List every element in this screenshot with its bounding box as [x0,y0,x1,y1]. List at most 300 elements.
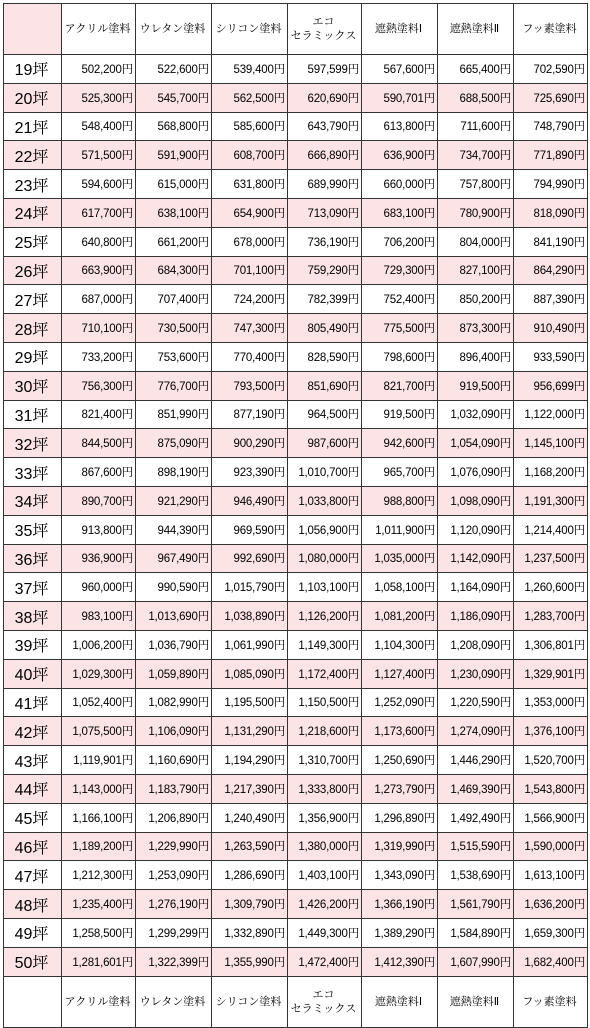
table-row [4,227,588,256]
price-cell: 1,389,290円 [362,918,438,947]
price-cell: 964,500円 [288,400,362,429]
price-cell: 702,590円 [514,55,588,84]
price-cell: 1,332,890円 [212,918,288,947]
price-cell: 1,011,900円 [362,515,438,544]
size-cell: 39坪 [4,630,62,659]
price-cell: 1,168,200円 [514,458,588,487]
price-cell: 1,220,590円 [438,688,514,717]
size-cell: 48坪 [4,890,62,919]
footer-corner-cell [4,976,62,1027]
price-cell: 1,235,400円 [62,890,136,919]
table-row [4,55,588,84]
price-cell: 571,500円 [62,141,136,170]
table-row [4,285,588,314]
table-row [4,573,588,602]
price-cell: 1,273,790円 [362,774,438,803]
header-column-4: エコ セラミックス [288,4,362,55]
price-cell: 828,590円 [288,342,362,371]
table-footer-row [4,976,588,1027]
price-cell: 1,412,390円 [362,947,438,976]
price-cell: 1,260,600円 [514,573,588,602]
price-cell: 1,206,890円 [136,803,212,832]
price-cell: 1,013,690円 [136,602,212,631]
size-cell: 33坪 [4,458,62,487]
table-header-row [4,4,588,55]
price-cell: 844,500円 [62,429,136,458]
price-cell: 502,200円 [62,55,136,84]
table-row [4,832,588,861]
price-cell: 818,090円 [514,198,588,227]
price-cell: 877,190円 [212,400,288,429]
price-cell: 1,160,690円 [136,746,212,775]
size-cell: 29坪 [4,342,62,371]
price-cell: 1,296,890円 [362,803,438,832]
price-cell: 733,200円 [62,342,136,371]
price-cell: 1,015,790円 [212,573,288,602]
price-cell: 1,607,990円 [438,947,514,976]
price-cell: 1,329,901円 [514,659,588,688]
price-cell: 960,000円 [62,573,136,602]
price-cell: 919,500円 [362,400,438,429]
price-cell: 1,353,000円 [514,688,588,717]
price-cell: 759,290円 [288,256,362,285]
size-cell: 21坪 [4,112,62,141]
price-cell: 1,515,590円 [438,832,514,861]
price-cell: 1,150,500円 [288,688,362,717]
price-cell: 1,033,800円 [288,486,362,515]
price-cell: 775,500円 [362,314,438,343]
price-cell: 707,400円 [136,285,212,314]
price-cell: 665,400円 [438,55,514,84]
price-cell: 1,472,400円 [288,947,362,976]
price-cell: 1,166,100円 [62,803,136,832]
size-cell: 38坪 [4,602,62,631]
price-cell: 1,659,300円 [514,918,588,947]
price-cell: 1,106,090円 [136,717,212,746]
price-cell: 706,200円 [362,227,438,256]
price-cell: 1,492,490円 [438,803,514,832]
price-cell: 1,449,300円 [288,918,362,947]
price-cell: 1,469,390円 [438,774,514,803]
table-row [4,602,588,631]
price-cell: 1,076,090円 [438,458,514,487]
price-cell: 1,085,090円 [212,659,288,688]
price-cell: 756,300円 [62,371,136,400]
price-cell: 1,127,400円 [362,659,438,688]
table-row [4,861,588,890]
table-row [4,717,588,746]
price-cell: 1,081,200円 [362,602,438,631]
price-cell: 1,142,090円 [438,544,514,573]
price-cell: 729,300円 [362,256,438,285]
price-cell: 1,183,790円 [136,774,212,803]
price-cell: 753,600円 [136,342,212,371]
price-cell: 890,700円 [62,486,136,515]
size-cell: 42坪 [4,717,62,746]
price-cell: 1,006,200円 [62,630,136,659]
size-cell: 23坪 [4,170,62,199]
table-row [4,688,588,717]
header-column-5: 遮熱塗料Ⅰ [362,4,438,55]
price-cell: 631,800円 [212,170,288,199]
price-cell: 1,403,100円 [288,861,362,890]
price-cell: 608,700円 [212,141,288,170]
price-cell: 1,355,990円 [212,947,288,976]
size-cell: 49坪 [4,918,62,947]
price-cell: 821,400円 [62,400,136,429]
price-cell: 724,200円 [212,285,288,314]
price-cell: 638,100円 [136,198,212,227]
price-cell: 921,290円 [136,486,212,515]
price-cell: 590,701円 [362,83,438,112]
price-cell: 591,900円 [136,141,212,170]
price-cell: 1,566,900円 [514,803,588,832]
price-cell: 969,590円 [212,515,288,544]
price-cell: 1,590,000円 [514,832,588,861]
price-cell: 936,900円 [62,544,136,573]
size-cell: 20坪 [4,83,62,112]
price-cell: 1,283,700円 [514,602,588,631]
price-cell: 748,790円 [514,112,588,141]
price-cell: 898,190円 [136,458,212,487]
price-cell: 562,500円 [212,83,288,112]
price-cell: 1,119,901円 [62,746,136,775]
price-cell: 713,090円 [288,198,362,227]
price-cell: 1,075,500円 [62,717,136,746]
price-cell: 956,699円 [514,371,588,400]
price-cell: 794,990円 [514,170,588,199]
table-row [4,544,588,573]
price-cell: 1,319,990円 [362,832,438,861]
price-cell: 725,690円 [514,83,588,112]
price-cell: 1,561,790円 [438,890,514,919]
price-cell: 1,543,800円 [514,774,588,803]
size-cell: 50坪 [4,947,62,976]
price-cell: 1,310,700円 [288,746,362,775]
price-cell: 1,186,090円 [438,602,514,631]
price-cell: 992,690円 [212,544,288,573]
header-column-3: シリコン塗料 [212,4,288,55]
price-cell: 545,700円 [136,83,212,112]
price-cell: 752,400円 [362,285,438,314]
price-cell: 684,300円 [136,256,212,285]
price-cell: 776,700円 [136,371,212,400]
price-cell: 946,490円 [212,486,288,515]
price-cell: 1,446,290円 [438,746,514,775]
header-column-1: アクリル塗料 [62,4,136,55]
price-cell: 688,500円 [438,83,514,112]
price-cell: 1,191,300円 [514,486,588,515]
price-cell: 1,252,090円 [362,688,438,717]
price-cell: 1,426,200円 [288,890,362,919]
price-cell: 615,000円 [136,170,212,199]
price-cell: 757,800円 [438,170,514,199]
price-cell: 539,400円 [212,55,288,84]
price-cell: 990,590円 [136,573,212,602]
price-cell: 867,600円 [62,458,136,487]
price-cell: 1,212,300円 [62,861,136,890]
size-cell: 24坪 [4,198,62,227]
table-row [4,429,588,458]
table-row [4,918,588,947]
table-body [4,55,588,977]
price-cell: 804,000円 [438,227,514,256]
size-cell: 36坪 [4,544,62,573]
price-cell: 1,143,000円 [62,774,136,803]
size-cell: 25坪 [4,227,62,256]
price-cell: 1,253,090円 [136,861,212,890]
price-cell: 1,218,600円 [288,717,362,746]
price-cell: 1,538,690円 [438,861,514,890]
price-cell: 1,032,090円 [438,400,514,429]
price-cell: 1,029,300円 [62,659,136,688]
price-cell: 1,306,801円 [514,630,588,659]
header-column-7: フッ素塗料 [514,4,588,55]
price-cell: 711,600円 [438,112,514,141]
table-row [4,774,588,803]
price-cell: 567,600円 [362,55,438,84]
table-row [4,314,588,343]
corner-cell [4,4,62,55]
price-cell: 660,000円 [362,170,438,199]
price-cell: 1,217,390円 [212,774,288,803]
price-cell: 1,126,200円 [288,602,362,631]
price-cell: 683,100円 [362,198,438,227]
price-cell: 771,890円 [514,141,588,170]
price-cell: 983,100円 [62,602,136,631]
price-cell: 1,229,990円 [136,832,212,861]
price-cell: 1,343,090円 [362,861,438,890]
table-row [4,141,588,170]
price-cell: 1,173,600円 [362,717,438,746]
size-cell: 32坪 [4,429,62,458]
header-column-2: ウレタン塗料 [136,4,212,55]
footer-column-6: 遮熱塗料Ⅱ [438,976,514,1027]
price-cell: 1,194,290円 [212,746,288,775]
price-cell: 1,281,601円 [62,947,136,976]
price-cell: 1,274,090円 [438,717,514,746]
price-cell: 910,490円 [514,314,588,343]
price-cell: 701,100円 [212,256,288,285]
price-cell: 1,376,100円 [514,717,588,746]
price-cell: 1,263,590円 [212,832,288,861]
table-row [4,746,588,775]
price-cell: 900,290円 [212,429,288,458]
price-cell: 850,200円 [438,285,514,314]
price-cell: 525,300円 [62,83,136,112]
price-cell: 1,230,090円 [438,659,514,688]
table-row [4,400,588,429]
price-cell: 1,237,500円 [514,544,588,573]
price-cell: 1,286,690円 [212,861,288,890]
price-cell: 887,390円 [514,285,588,314]
price-cell: 1,299,299円 [136,918,212,947]
price-cell: 1,636,200円 [514,890,588,919]
size-cell: 45坪 [4,803,62,832]
price-cell: 617,700円 [62,198,136,227]
footer-column-1: アクリル塗料 [62,976,136,1027]
price-cell: 873,300円 [438,314,514,343]
table-row [4,112,588,141]
footer-column-2: ウレタン塗料 [136,976,212,1027]
price-cell: 1,584,890円 [438,918,514,947]
price-cell: 913,800円 [62,515,136,544]
table-row [4,198,588,227]
table-row [4,947,588,976]
price-cell: 770,400円 [212,342,288,371]
price-cell: 1,061,990円 [212,630,288,659]
price-cell: 780,900円 [438,198,514,227]
price-cell: 1,059,890円 [136,659,212,688]
price-cell: 1,104,300円 [362,630,438,659]
price-cell: 1,036,790円 [136,630,212,659]
size-cell: 40坪 [4,659,62,688]
price-cell: 1,098,090円 [438,486,514,515]
price-cell: 663,900円 [62,256,136,285]
price-cell: 594,600円 [62,170,136,199]
size-cell: 34坪 [4,486,62,515]
size-cell: 46坪 [4,832,62,861]
header-column-6: 遮熱塗料Ⅱ [438,4,514,55]
price-cell: 636,900円 [362,141,438,170]
price-cell: 1,195,500円 [212,688,288,717]
price-cell: 689,990円 [288,170,362,199]
price-cell: 661,200円 [136,227,212,256]
table-row [4,83,588,112]
size-cell: 37坪 [4,573,62,602]
price-cell: 1,322,399円 [136,947,212,976]
price-cell: 687,000円 [62,285,136,314]
price-cell: 643,790円 [288,112,362,141]
table-row [4,458,588,487]
price-cell: 896,400円 [438,342,514,371]
price-cell: 1,380,000円 [288,832,362,861]
table-row [4,342,588,371]
price-cell: 821,700円 [362,371,438,400]
price-cell: 841,190円 [514,227,588,256]
price-cell: 827,100円 [438,256,514,285]
price-cell: 747,300円 [212,314,288,343]
price-cell: 1,189,200円 [62,832,136,861]
table-row [4,170,588,199]
price-cell: 864,290円 [514,256,588,285]
price-cell: 923,390円 [212,458,288,487]
price-table [3,3,588,1028]
footer-column-3: シリコン塗料 [212,976,288,1027]
price-cell: 933,590円 [514,342,588,371]
price-cell: 875,090円 [136,429,212,458]
price-cell: 1,309,790円 [212,890,288,919]
price-cell: 710,100円 [62,314,136,343]
size-cell: 44坪 [4,774,62,803]
price-cell: 919,500円 [438,371,514,400]
table-row [4,890,588,919]
table-row [4,630,588,659]
table-row [4,486,588,515]
price-cell: 987,600円 [288,429,362,458]
price-cell: 805,490円 [288,314,362,343]
size-cell: 31坪 [4,400,62,429]
price-cell: 1,250,690円 [362,746,438,775]
size-cell: 41坪 [4,688,62,717]
price-cell: 1,520,700円 [514,746,588,775]
price-cell: 1,054,090円 [438,429,514,458]
price-cell: 793,500円 [212,371,288,400]
price-cell: 1,208,090円 [438,630,514,659]
size-cell: 30坪 [4,371,62,400]
price-cell: 736,190円 [288,227,362,256]
footer-column-7: フッ素塗料 [514,976,588,1027]
size-cell: 22坪 [4,141,62,170]
price-cell: 1,082,990円 [136,688,212,717]
price-cell: 734,700円 [438,141,514,170]
price-cell: 944,390円 [136,515,212,544]
price-cell: 1,058,100円 [362,573,438,602]
table-row [4,371,588,400]
price-cell: 1,366,190円 [362,890,438,919]
price-cell: 678,000円 [212,227,288,256]
price-cell: 1,214,400円 [514,515,588,544]
size-cell: 27坪 [4,285,62,314]
size-cell: 19坪 [4,55,62,84]
size-cell: 26坪 [4,256,62,285]
table-row [4,659,588,688]
price-cell: 1,080,000円 [288,544,362,573]
price-cell: 597,599円 [288,55,362,84]
price-cell: 1,038,890円 [212,602,288,631]
table-row [4,515,588,544]
price-cell: 1,613,100円 [514,861,588,890]
price-cell: 522,600円 [136,55,212,84]
price-cell: 851,690円 [288,371,362,400]
price-cell: 568,800円 [136,112,212,141]
price-cell: 1,172,400円 [288,659,362,688]
price-cell: 1,035,000円 [362,544,438,573]
price-cell: 620,690円 [288,83,362,112]
price-cell: 548,400円 [62,112,136,141]
footer-column-5: 遮熱塗料Ⅰ [362,976,438,1027]
footer-column-4: エコ セラミックス [288,976,362,1027]
price-cell: 967,490円 [136,544,212,573]
price-cell: 1,056,900円 [288,515,362,544]
size-cell: 43坪 [4,746,62,775]
price-cell: 1,356,900円 [288,803,362,832]
table-row [4,803,588,832]
size-cell: 47坪 [4,861,62,890]
price-cell: 1,103,100円 [288,573,362,602]
price-cell: 782,399円 [288,285,362,314]
size-cell: 28坪 [4,314,62,343]
price-cell: 1,120,090円 [438,515,514,544]
price-cell: 1,240,490円 [212,803,288,832]
price-cell: 613,800円 [362,112,438,141]
price-cell: 851,990円 [136,400,212,429]
price-cell: 1,333,800円 [288,774,362,803]
price-cell: 1,122,000円 [514,400,588,429]
price-cell: 585,600円 [212,112,288,141]
price-cell: 1,682,400円 [514,947,588,976]
table-row [4,256,588,285]
size-cell: 35坪 [4,515,62,544]
price-cell: 666,890円 [288,141,362,170]
price-cell: 1,164,090円 [438,573,514,602]
price-cell: 730,500円 [136,314,212,343]
price-cell: 1,145,100円 [514,429,588,458]
price-cell: 798,600円 [362,342,438,371]
price-cell: 1,276,190円 [136,890,212,919]
price-cell: 1,149,300円 [288,630,362,659]
price-cell: 988,800円 [362,486,438,515]
